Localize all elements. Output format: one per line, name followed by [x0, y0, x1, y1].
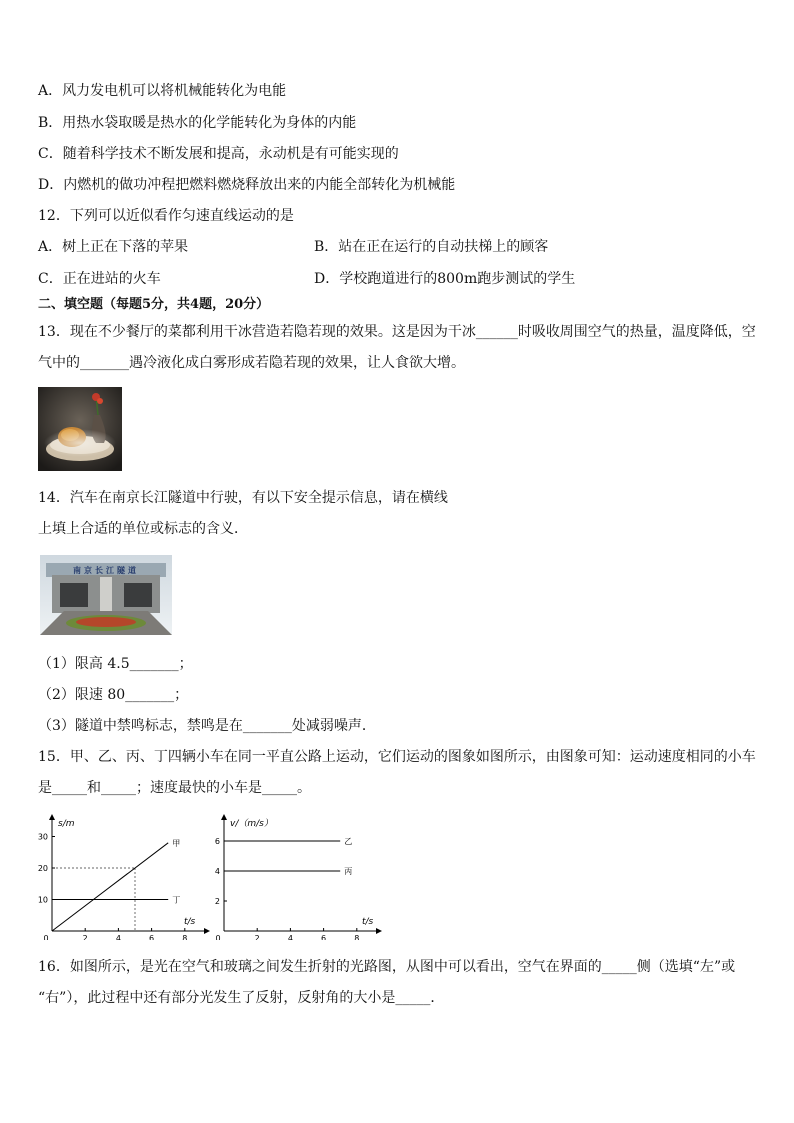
- q15-line2: 是_____和_____；速度最快的小车是_____。: [38, 780, 311, 796]
- x-tick-label: 6: [149, 934, 155, 940]
- q14-line1: 14．汽车在南京长江隧道中行驶，有以下安全提示信息，请在横线: [38, 490, 448, 506]
- x-tick-label: 6: [321, 934, 327, 940]
- q13-line1: 13．现在不少餐厅的菜都利用干冰营造若隐若现的效果。这是因为干冰______时吸收周围空气的热量，温度降低，空: [38, 324, 756, 340]
- series-label: 甲: [172, 838, 181, 848]
- y-axis-arrow: [49, 814, 55, 820]
- q14-sub2: （2）限速 80_______；: [38, 687, 189, 703]
- q14-sub3: （3）隧道中禁鸣标志，禁鸣是在_______处减弱噪声．: [38, 718, 376, 734]
- dry-ice-dish-photo: [38, 387, 122, 471]
- tunnel-photo: [38, 553, 174, 637]
- x-tick-label: 2: [82, 934, 88, 940]
- q12-option-d: D．学校跑道进行的800m跑步测试的学生: [314, 271, 576, 287]
- x-tick-label: 2: [254, 934, 260, 940]
- series-label: 丙: [344, 867, 353, 876]
- q16-line2: “右”），此过程中还有部分光发生了反射，反射角的大小是_____．: [38, 990, 445, 1006]
- x-tick-label: 4: [287, 934, 293, 940]
- x-axis-label: t/s: [362, 917, 374, 927]
- series-label: 乙: [344, 837, 353, 846]
- x-tick-label: 8: [354, 934, 360, 940]
- q13-line2: 气中的_______遇冷液化成白雾形成若隐若现的效果，让人食欲大增。: [38, 355, 465, 371]
- y-axis-label: v/（m/s）: [230, 819, 273, 829]
- q12-option-a: A．树上正在下落的苹果: [38, 239, 189, 255]
- x-tick-label: 0: [215, 934, 221, 940]
- q14-line2: 上填上合适的单位或标志的含义．: [38, 521, 248, 537]
- y-tick-label: 6: [214, 837, 220, 846]
- q12-option-c: C．正在进站的火车: [38, 271, 161, 287]
- x-axis-arrow: [376, 928, 382, 934]
- q12-stem: 12．下列可以近似看作匀速直线运动的是: [38, 208, 294, 224]
- x-tick-label: 0: [43, 934, 49, 940]
- s-t-graph: [32, 812, 212, 940]
- y-axis-label: s/m: [58, 819, 75, 829]
- section-title: 二、填空题（每题5分，共4题，20分）: [38, 297, 270, 312]
- tunnel-sign-text: 南京长江隧道: [73, 565, 139, 575]
- q11-option-b: B．用热水袋取暖是热水的化学能转化为身体的内能: [38, 115, 357, 131]
- y-tick-label: 2: [214, 897, 220, 906]
- x-tick-label: 4: [115, 934, 121, 940]
- x-axis-label: t/s: [184, 917, 196, 927]
- v-t-graph: [196, 812, 386, 940]
- q16-line1: 16．如图所示，是光在空气和玻璃之间发生折射的光路图，从图中可以看出，空气在界面的_____侧（选填“左”或: [38, 959, 736, 975]
- q11-option-d: D．内燃机的做功冲程把燃料燃烧释放出来的内能全部转化为机械能: [38, 177, 456, 193]
- series-label: 丁: [172, 895, 181, 905]
- q15-line1: 15．甲、乙、丙、丁四辆小车在同一平直公路上运动，它们运动的图象如图所示，由图象可知：运动速度相同的小车: [38, 749, 756, 765]
- q11-option-c: C．随着科学技术不断发展和提高，永动机是有可能实现的: [38, 146, 399, 162]
- y-tick-label: 10: [37, 895, 48, 905]
- y-tick-label: 30: [37, 832, 48, 842]
- q14-sub1: （1）限高 4.5_______；: [38, 656, 193, 672]
- x-tick-label: 8: [182, 934, 188, 940]
- y-tick-label: 4: [214, 867, 220, 876]
- y-axis-arrow: [221, 814, 227, 820]
- series-line-甲: [52, 843, 168, 931]
- q11-option-a: A．风力发电机可以将机械能转化为电能: [38, 83, 287, 99]
- y-tick-label: 20: [37, 864, 48, 873]
- q12-option-b: B．站在正在运行的自动扶梯上的顾客: [314, 239, 549, 255]
